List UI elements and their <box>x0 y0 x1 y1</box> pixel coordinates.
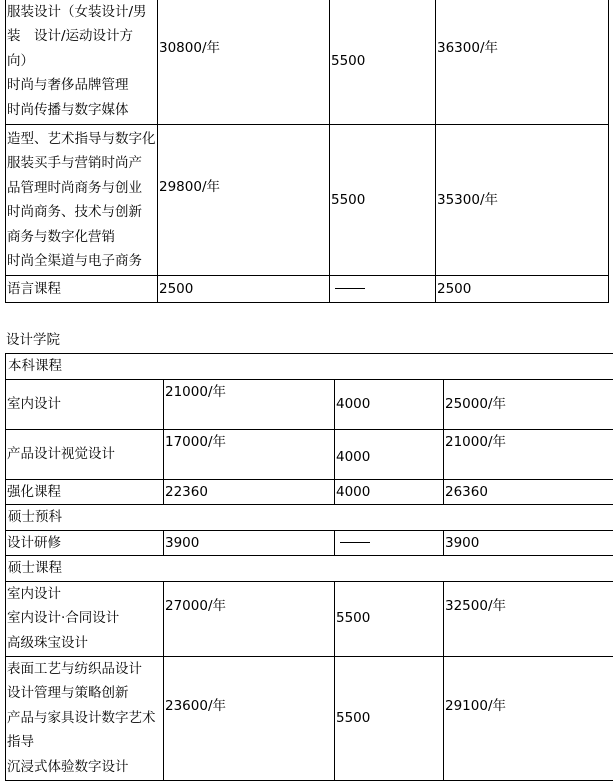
program-name: 品管理时尚商务与创业 <box>7 179 142 196</box>
tuition-cell: 3900 <box>164 530 335 556</box>
table-row <box>6 581 613 656</box>
program-name: 指导 <box>7 734 34 751</box>
program-name: 语言课程 <box>6 276 158 303</box>
tuition-cell: 27000/年 <box>164 581 335 656</box>
program-name: 产品与家具设计数字艺术 <box>7 709 156 726</box>
program-name: 沉浸式体验数字设计 <box>7 758 129 775</box>
table-row <box>6 125 609 276</box>
tuition-cell: 2500 <box>158 276 330 303</box>
total-cell: 35300/年 <box>436 125 609 276</box>
fashion-fees-table <box>5 0 609 303</box>
program-name: 商务与数字化营销 <box>7 228 115 245</box>
tuition-cell: 30800/年 <box>158 0 330 125</box>
fee-cell: 5500 <box>335 581 444 656</box>
category-premaster: 硕士预科 <box>6 505 613 531</box>
total-cell: 26360 <box>444 479 613 505</box>
total-cell: 2500 <box>436 276 609 303</box>
tuition-cell: 23600/年 <box>164 656 335 780</box>
table-row <box>6 656 613 780</box>
program-name: 设计管理与策略创新 <box>7 685 129 702</box>
program-names-cell <box>6 656 164 780</box>
tuition-cell: 29800/年 <box>158 125 330 276</box>
program-name: 造型、艺术指导与数字化 <box>7 130 156 147</box>
program-names-cell <box>6 581 164 656</box>
program-name: 时尚与奢侈品牌管理 <box>7 77 129 94</box>
fee-cell: 4000 <box>335 429 444 479</box>
program-name: 时尚全渠道与电子商务 <box>7 253 142 269</box>
program-name: 表面工艺与纺织品设计 <box>7 660 142 677</box>
program-name: 室内设计 <box>6 379 164 429</box>
table-row <box>6 0 609 125</box>
fee-cell <box>330 276 436 303</box>
table-row <box>6 276 609 303</box>
fee-cell: 5500 <box>330 0 436 125</box>
category-header-row <box>6 556 613 582</box>
fee-cell: 5500 <box>335 656 444 780</box>
program-names-cell <box>6 125 158 276</box>
program-name: 时尚商务、技术与创新 <box>7 204 142 220</box>
dash-mark <box>335 288 365 289</box>
fee-cell: 4000 <box>335 479 444 505</box>
category-header-row <box>6 505 613 531</box>
total-cell: 36300/年 <box>436 0 609 125</box>
design-fees-table <box>5 353 613 781</box>
program-name: 服装设计（女装设计/男 <box>7 3 147 20</box>
table-row <box>6 479 613 505</box>
program-name: 时尚传播与数字媒体 <box>7 101 129 118</box>
total-cell: 29100/年 <box>444 656 613 780</box>
tuition-cell: 22360 <box>164 479 335 505</box>
program-name: 向） <box>7 52 34 69</box>
dash-mark <box>340 542 370 543</box>
tuition-cell: 17000/年 <box>164 429 335 479</box>
total-cell: 25000/年 <box>444 379 613 429</box>
program-name: 高级珠宝设计 <box>7 634 88 651</box>
program-name: 装 设计/运动设计方 <box>7 28 134 45</box>
fee-cell <box>335 530 444 556</box>
section-title: 设计学院 <box>6 332 60 348</box>
category-undergrad: 本科课程 <box>6 354 613 380</box>
table-row <box>6 429 613 479</box>
category-header-row <box>6 354 613 380</box>
program-name: 服装买手与营销时尚产 <box>7 155 142 171</box>
table-row <box>6 379 613 429</box>
total-cell: 21000/年 <box>444 429 613 479</box>
tuition-cell: 21000/年 <box>164 379 335 429</box>
program-name: 强化课程 <box>6 479 164 505</box>
fee-cell: 5500 <box>330 125 436 276</box>
program-name: 产品设计视觉设计 <box>6 429 164 479</box>
fee-cell: 4000 <box>335 379 444 429</box>
total-cell: 3900 <box>444 530 613 556</box>
program-name: 设计研修 <box>6 530 164 556</box>
program-names-cell <box>6 0 158 125</box>
category-master: 硕士课程 <box>6 556 613 582</box>
table-row <box>6 530 613 556</box>
program-name: 室内设计 <box>7 585 61 602</box>
program-name: 室内设计·合同设计 <box>7 610 120 627</box>
total-cell: 32500/年 <box>444 581 613 656</box>
